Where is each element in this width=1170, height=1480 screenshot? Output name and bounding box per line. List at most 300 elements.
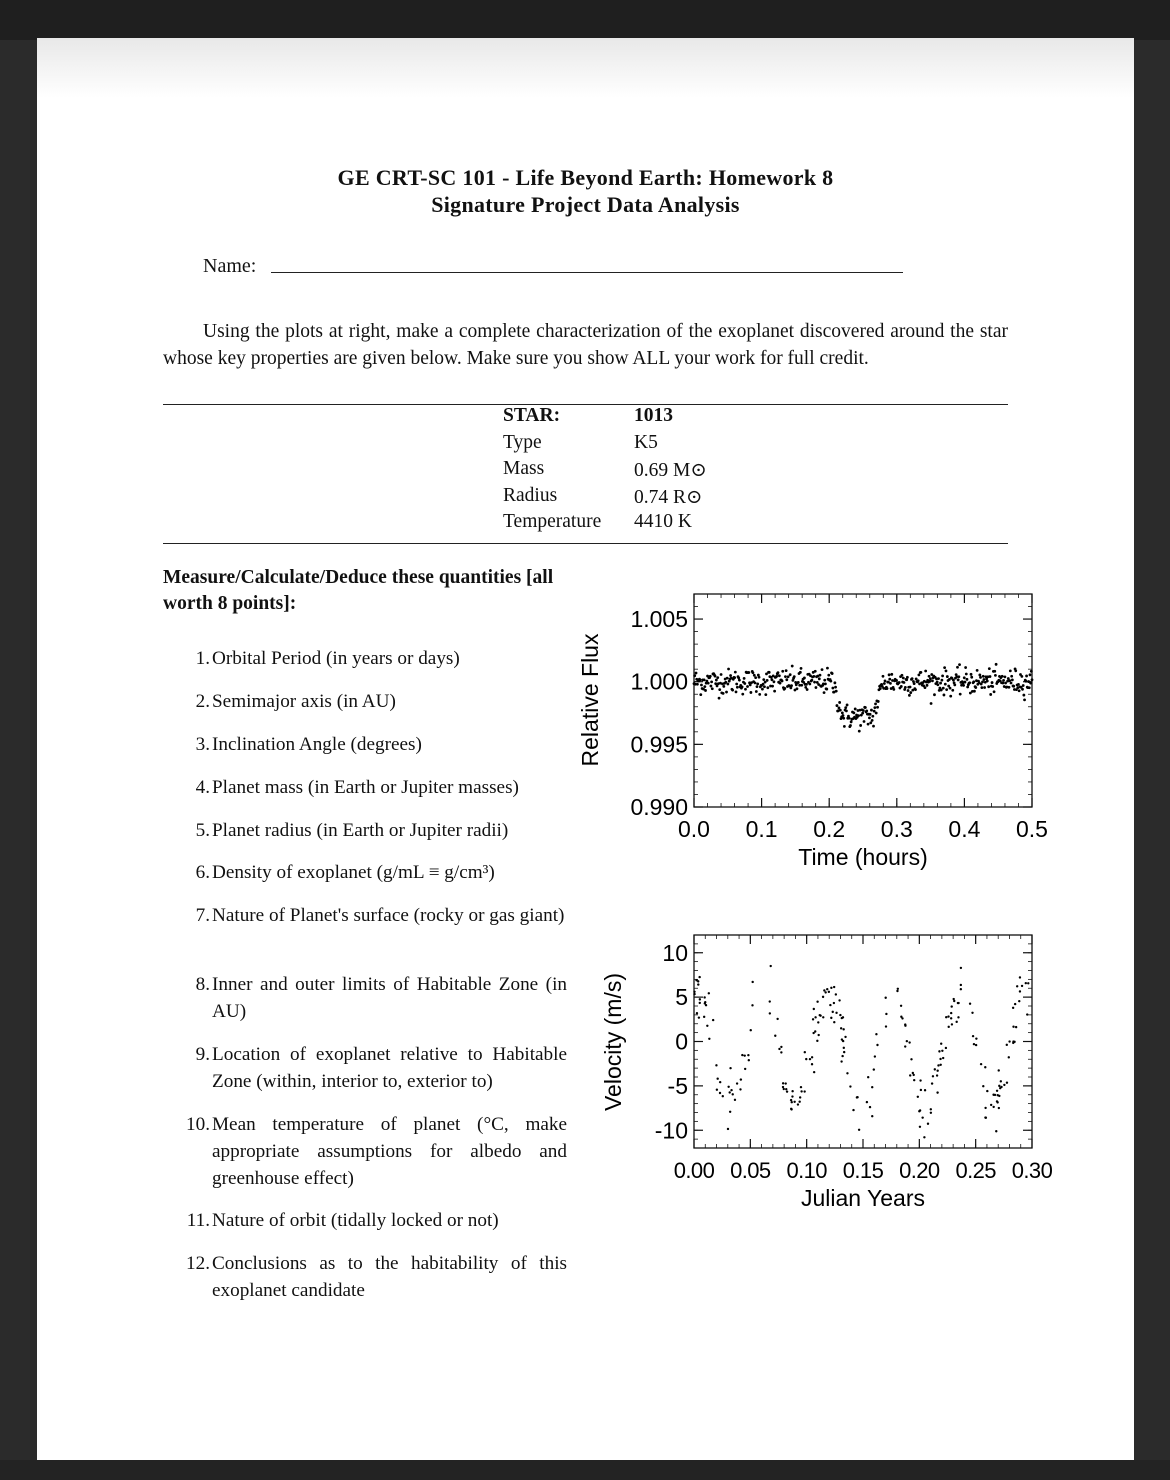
data-point <box>762 678 765 681</box>
data-point <box>1008 686 1011 689</box>
data-point <box>929 677 932 680</box>
x-tick-label: 0.10 <box>786 1158 827 1183</box>
list-item-number: 8. <box>195 974 210 995</box>
data-point <box>707 682 710 685</box>
data-point <box>793 675 796 678</box>
data-point <box>973 690 976 693</box>
data-point <box>964 681 967 684</box>
list-item-number: 3. <box>195 734 210 755</box>
data-point <box>856 1096 858 1098</box>
data-point <box>706 1025 708 1027</box>
data-point <box>751 1004 753 1006</box>
y-tick-label: 0 <box>675 1028 688 1055</box>
data-point <box>727 1128 729 1130</box>
data-point <box>791 1095 793 1097</box>
data-point <box>727 1086 729 1088</box>
list-item-text: Inclination Angle (degrees) <box>212 734 422 755</box>
data-point <box>819 1014 821 1016</box>
data-point <box>997 1094 999 1096</box>
star-header-value: 1013 <box>634 405 673 426</box>
data-point <box>953 1000 955 1002</box>
data-point <box>908 694 911 697</box>
data-point <box>885 1025 887 1027</box>
data-point <box>983 686 986 689</box>
data-point <box>846 1072 848 1074</box>
data-point <box>715 1064 717 1066</box>
data-point <box>998 1085 1000 1087</box>
data-point <box>909 1074 911 1076</box>
data-point <box>994 674 997 677</box>
data-point <box>1015 1026 1017 1028</box>
data-point <box>822 1016 824 1018</box>
data-point <box>733 676 736 679</box>
data-point <box>826 988 828 990</box>
data-point <box>703 685 706 688</box>
data-point <box>960 988 962 990</box>
data-point <box>1006 1082 1008 1084</box>
data-point <box>938 1050 940 1052</box>
data-point <box>718 688 721 691</box>
data-point <box>833 681 836 684</box>
data-point <box>699 1002 701 1004</box>
star-row-value: 4410 K <box>634 511 692 532</box>
y-tick-label: -10 <box>654 1117 688 1144</box>
data-point <box>1018 1000 1020 1002</box>
data-point <box>704 689 707 692</box>
name-label: Name: <box>203 255 257 277</box>
data-point <box>693 991 695 993</box>
data-point <box>854 708 857 711</box>
data-point <box>803 1090 805 1092</box>
data-point <box>917 673 920 676</box>
data-point <box>1026 1013 1028 1015</box>
data-point <box>746 685 749 688</box>
data-point <box>948 1026 950 1028</box>
data-point <box>766 686 769 689</box>
data-point <box>1003 1084 1005 1086</box>
data-point <box>920 671 923 674</box>
data-point <box>1020 675 1023 678</box>
data-point <box>769 1012 771 1014</box>
data-point <box>785 669 788 672</box>
data-point <box>984 1066 986 1068</box>
data-point <box>896 990 898 992</box>
data-point <box>803 677 806 680</box>
list-item-number: 2. <box>195 691 210 712</box>
data-point <box>817 1021 819 1023</box>
data-point <box>904 1024 906 1026</box>
data-point <box>920 1089 922 1091</box>
data-point <box>1012 1040 1014 1042</box>
data-point <box>783 687 786 690</box>
data-point <box>1010 675 1013 678</box>
data-point <box>911 677 914 680</box>
data-point <box>1001 675 1004 678</box>
data-point <box>939 682 942 685</box>
data-point <box>984 1107 986 1109</box>
list-item-text: Mean temperature of planet (°C, make appropriate assumptions for albedo and greenhouse effect) <box>212 1114 567 1189</box>
data-point <box>971 1012 973 1014</box>
data-point <box>998 1069 1000 1071</box>
data-point <box>800 684 803 687</box>
data-point <box>1027 982 1029 984</box>
data-point <box>844 1036 846 1038</box>
data-point <box>1000 1080 1002 1082</box>
data-point <box>1023 698 1026 701</box>
data-point <box>972 680 975 683</box>
x-tick-label: 0.30 <box>1011 1158 1053 1183</box>
data-point <box>900 685 903 688</box>
data-point <box>991 685 994 688</box>
data-point <box>731 689 734 692</box>
data-point <box>872 725 875 728</box>
data-point <box>710 685 713 688</box>
x-axis-label: Julian Years <box>800 1185 926 1211</box>
data-point <box>793 1101 795 1103</box>
data-point <box>811 1063 813 1065</box>
data-point <box>729 1091 731 1093</box>
data-point <box>907 689 910 692</box>
data-point <box>1008 1056 1010 1058</box>
data-point <box>743 677 746 680</box>
data-point <box>699 998 701 1000</box>
data-point <box>974 686 977 689</box>
data-point <box>800 1086 802 1088</box>
data-point <box>979 676 982 679</box>
data-point <box>980 1063 982 1065</box>
data-point <box>960 984 962 986</box>
viewer-bottom-bar <box>0 1460 1170 1480</box>
data-point <box>808 683 811 686</box>
data-point <box>921 1116 923 1118</box>
list-item-text: Density of exoplanet (g/mL ≡ g/cm³) <box>212 862 495 883</box>
data-point <box>753 674 756 677</box>
data-point <box>906 1040 908 1042</box>
instructions-paragraph: Using the plots at right, make a complete characterization of the exoplanet discovered around the star whose key properties are given below. Make sure you show ALL your work for full credit. <box>163 321 1008 369</box>
data-point <box>840 1027 842 1029</box>
data-point <box>841 712 844 715</box>
data-point <box>937 1064 939 1066</box>
data-point <box>849 724 852 727</box>
name-blank-line <box>271 272 903 273</box>
list-item-text: Nature of orbit (tidally locked or not) <box>212 1210 499 1231</box>
data-point <box>843 1051 845 1053</box>
data-point <box>756 685 759 688</box>
data-point <box>941 674 944 677</box>
data-point <box>957 678 960 681</box>
data-point <box>959 693 962 696</box>
data-point <box>914 688 917 691</box>
data-point <box>864 706 867 709</box>
data-point <box>842 714 845 717</box>
data-point <box>785 1088 787 1090</box>
data-point <box>953 683 956 686</box>
data-point <box>926 684 929 687</box>
data-point <box>727 668 730 671</box>
data-point <box>693 993 695 995</box>
data-point <box>983 678 986 681</box>
data-point <box>928 675 931 678</box>
data-point <box>693 674 696 677</box>
data-point <box>852 711 855 714</box>
data-point <box>703 1016 705 1018</box>
data-point <box>859 724 862 727</box>
list-item-number: 12. <box>186 1253 210 1274</box>
data-point <box>773 680 776 683</box>
x-tick-label: 0.5 <box>1016 816 1048 842</box>
data-point <box>870 709 873 712</box>
data-point <box>876 706 879 709</box>
list-item-number: 9. <box>195 1044 210 1065</box>
data-point <box>726 677 729 680</box>
radial-velocity-chart <box>577 923 1117 1223</box>
data-point <box>714 675 717 678</box>
data-point <box>1019 990 1021 992</box>
star-header-label: STAR: <box>503 405 561 426</box>
star-row-label: Type <box>503 431 542 453</box>
data-point <box>1031 678 1034 681</box>
table-top-rule <box>163 404 1008 405</box>
data-point <box>833 986 835 988</box>
data-point <box>699 693 702 696</box>
table-bottom-rule <box>163 543 1008 544</box>
data-point <box>960 967 962 969</box>
data-point <box>902 677 905 680</box>
data-point <box>841 1038 843 1040</box>
data-point <box>778 1048 780 1050</box>
document-title: GE CRT-SC 101 - Life Beyond Earth: Homework 8 <box>337 165 834 190</box>
data-point <box>1012 685 1015 688</box>
data-point <box>812 1018 814 1020</box>
data-point <box>943 694 946 697</box>
data-point <box>930 702 933 705</box>
data-point <box>931 1082 933 1084</box>
data-point <box>842 1016 844 1018</box>
data-point <box>934 1068 936 1070</box>
data-point <box>871 1086 873 1088</box>
data-point <box>933 693 936 696</box>
data-point <box>890 673 893 676</box>
data-point <box>972 1035 974 1037</box>
data-point <box>852 1109 854 1111</box>
data-point <box>928 680 931 683</box>
data-point <box>969 1003 971 1005</box>
data-point <box>863 720 866 723</box>
data-point <box>796 687 799 690</box>
data-point <box>708 1038 710 1040</box>
data-point <box>904 1045 906 1047</box>
data-point <box>936 681 939 684</box>
data-point <box>766 679 769 682</box>
data-point <box>876 1044 878 1046</box>
data-point <box>729 674 732 677</box>
data-point <box>754 681 757 684</box>
data-point <box>970 673 973 676</box>
data-point <box>1022 684 1025 687</box>
data-point <box>716 1078 718 1080</box>
data-point <box>833 1021 835 1023</box>
list-item-text: Nature of Planet's surface (rocky or gas giant) <box>212 905 565 926</box>
data-point <box>980 686 983 689</box>
data-point <box>787 675 790 678</box>
list-item-number: 1. <box>195 648 210 669</box>
data-point <box>791 1101 793 1103</box>
data-point <box>827 674 830 677</box>
data-point <box>1025 680 1028 683</box>
data-point <box>836 704 839 707</box>
data-point <box>778 674 781 677</box>
data-point <box>951 689 954 692</box>
data-point <box>868 716 871 719</box>
data-point <box>750 691 753 694</box>
data-point <box>830 987 832 989</box>
data-point <box>931 679 934 682</box>
data-point <box>873 1068 875 1070</box>
data-point <box>966 678 969 681</box>
data-point <box>791 665 794 668</box>
data-point <box>889 682 892 685</box>
data-point <box>947 1015 949 1017</box>
y-tick-label: 0.995 <box>630 731 688 758</box>
y-axis-label: Velocity (m/s) <box>600 972 626 1112</box>
data-point <box>976 669 979 672</box>
data-point <box>771 678 774 681</box>
data-point <box>951 1005 953 1007</box>
data-point <box>879 687 882 690</box>
data-point <box>958 663 961 666</box>
data-point <box>992 1094 994 1096</box>
data-point <box>704 1002 706 1004</box>
data-point <box>806 688 809 691</box>
data-point <box>814 670 817 673</box>
data-point <box>751 981 753 983</box>
data-point <box>1022 694 1025 697</box>
data-point <box>736 1082 738 1084</box>
data-point <box>973 1043 975 1045</box>
x-tick-label: 0.2 <box>813 816 846 842</box>
data-point <box>1021 688 1024 691</box>
data-point <box>861 712 864 715</box>
data-point <box>867 723 870 726</box>
data-point <box>756 682 759 685</box>
data-point <box>945 1016 947 1018</box>
data-point <box>695 672 698 675</box>
data-point <box>771 685 774 688</box>
data-point <box>940 1043 942 1045</box>
data-point <box>774 1035 776 1037</box>
data-point <box>722 692 725 695</box>
data-point <box>909 686 912 689</box>
data-point <box>892 688 895 691</box>
data-point <box>835 993 837 995</box>
data-point <box>884 997 886 999</box>
list-item-number: 11. <box>186 1210 210 1231</box>
data-point <box>957 675 960 678</box>
data-point <box>754 676 757 679</box>
data-point <box>965 673 968 676</box>
data-point <box>750 1029 752 1031</box>
data-point <box>758 676 761 679</box>
data-point <box>932 1075 934 1077</box>
data-point <box>941 1050 943 1052</box>
data-point <box>895 679 898 682</box>
data-point <box>937 677 940 680</box>
data-point <box>945 669 948 672</box>
list-item-number: 10. <box>186 1114 210 1135</box>
data-point <box>770 965 772 967</box>
data-point <box>813 1071 815 1073</box>
data-point <box>862 709 865 712</box>
data-point <box>716 1089 718 1091</box>
data-point <box>982 1085 984 1087</box>
data-point <box>696 1012 698 1014</box>
data-point <box>843 725 846 728</box>
data-point <box>777 671 780 674</box>
data-point <box>698 1016 700 1018</box>
data-point <box>901 674 904 677</box>
data-point <box>950 1017 952 1019</box>
data-point <box>903 681 906 684</box>
data-point <box>981 681 984 684</box>
data-point <box>968 681 971 684</box>
data-point <box>813 1008 815 1010</box>
questions-heading: Measure/Calculate/Deduce these quantities [all worth 8 points]: <box>163 567 554 614</box>
data-point <box>739 1088 741 1090</box>
data-point <box>780 1046 782 1048</box>
data-point <box>810 679 813 682</box>
data-point <box>768 671 771 674</box>
data-point <box>1018 689 1021 692</box>
list-item-number: 7. <box>195 905 210 926</box>
data-point <box>963 676 966 679</box>
star-row-value: 0.74 R⊙ <box>634 486 703 508</box>
data-point <box>943 666 946 669</box>
document-subtitle: Signature Project Data Analysis <box>431 192 740 217</box>
data-point <box>773 690 776 693</box>
data-point <box>732 1093 734 1095</box>
data-point <box>818 677 821 680</box>
data-point <box>951 1023 953 1025</box>
data-point <box>993 690 996 693</box>
data-point <box>930 1108 932 1110</box>
data-point <box>946 675 949 678</box>
data-point <box>1029 682 1032 685</box>
data-point <box>741 693 744 696</box>
data-point <box>936 1091 938 1093</box>
data-point <box>945 1047 947 1049</box>
data-point <box>905 678 908 681</box>
plot-frame <box>694 594 1032 807</box>
data-point <box>741 685 744 688</box>
data-point <box>955 1021 957 1023</box>
data-point <box>698 976 700 978</box>
data-point <box>764 693 767 696</box>
star-row-label: Temperature <box>503 511 602 532</box>
data-point <box>987 685 990 688</box>
data-point <box>900 1005 902 1007</box>
star-row-value: K5 <box>634 431 658 453</box>
data-point <box>823 679 826 682</box>
data-point <box>898 681 901 684</box>
data-point <box>865 709 868 712</box>
data-point <box>781 670 784 673</box>
data-point <box>869 1106 871 1108</box>
x-tick-label: 0.15 <box>842 1158 884 1183</box>
data-point <box>993 670 996 673</box>
data-point <box>944 683 947 686</box>
data-point <box>950 1012 952 1014</box>
data-point <box>829 680 832 683</box>
